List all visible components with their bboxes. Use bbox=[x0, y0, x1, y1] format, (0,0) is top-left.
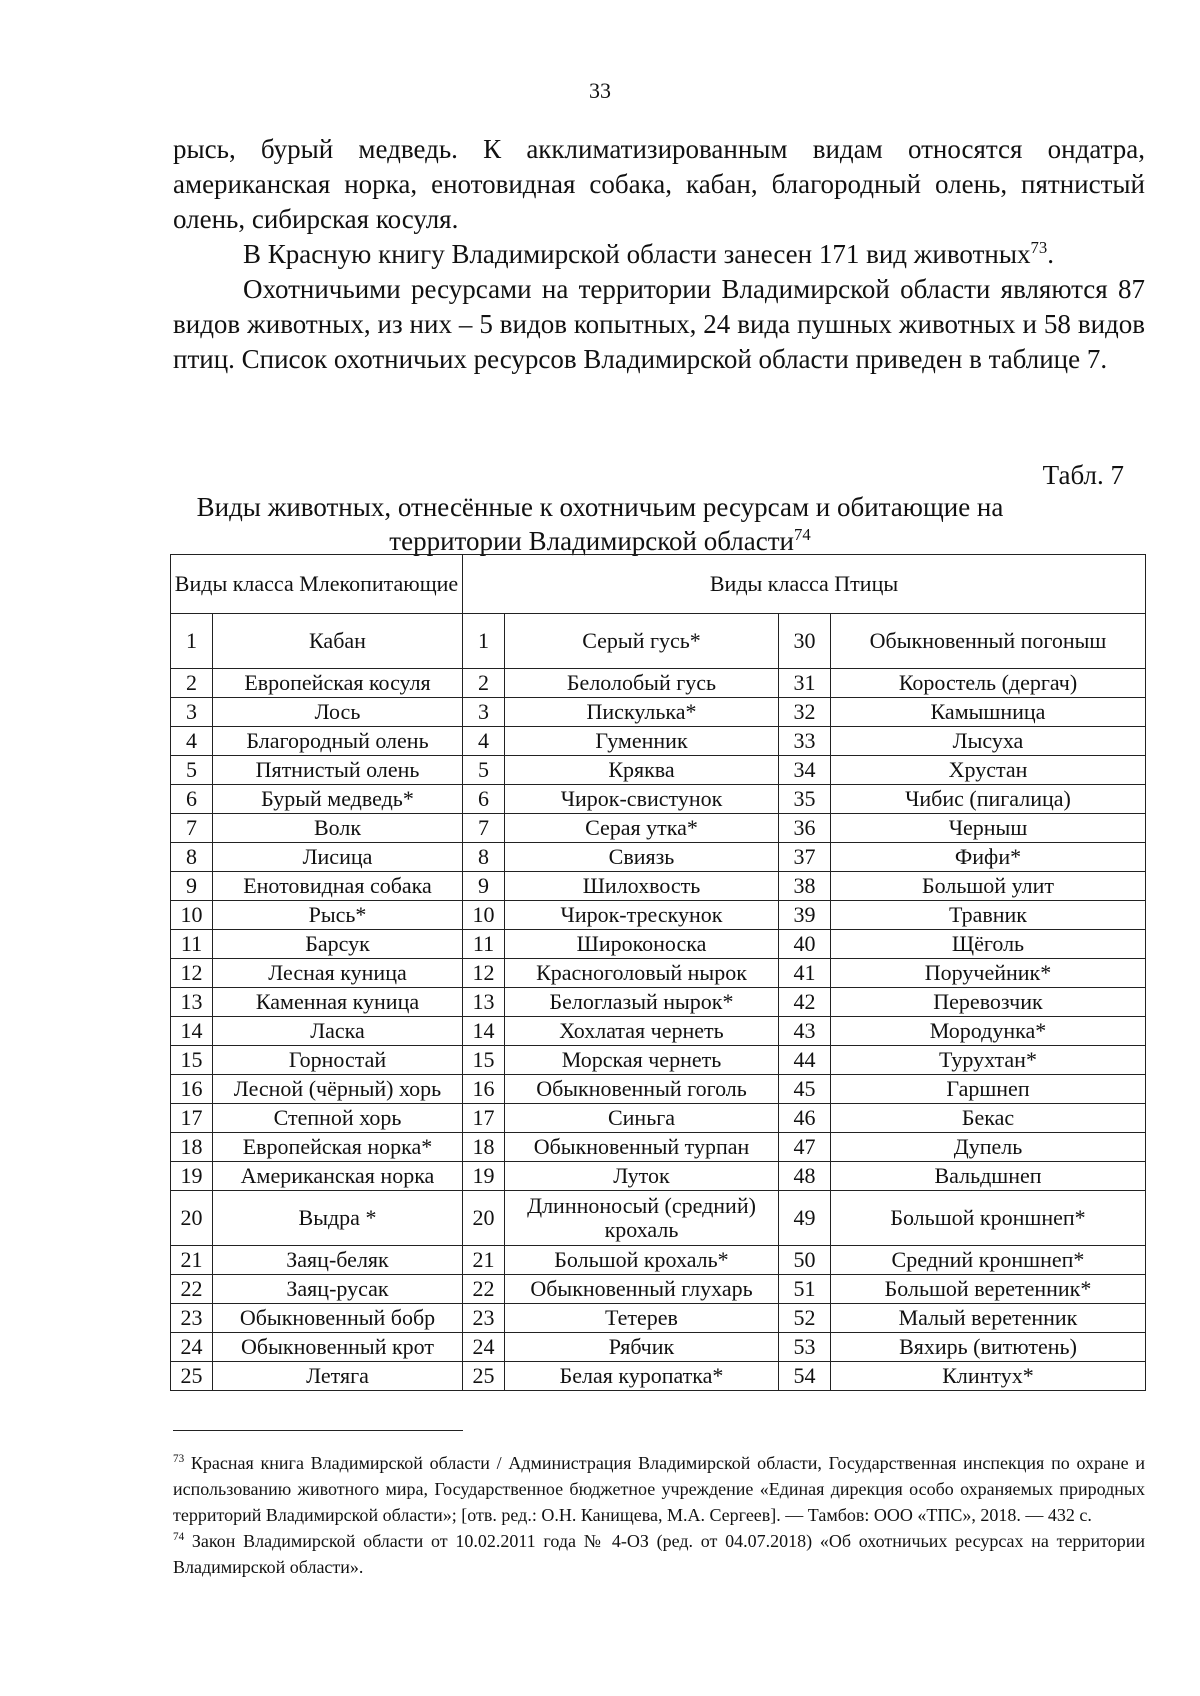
bird-name-cell: Коростель (дергач) bbox=[831, 669, 1146, 698]
table-header-row bbox=[171, 555, 1146, 614]
table-row bbox=[171, 727, 1146, 756]
mammal-name-cell: Благородный олень bbox=[213, 727, 463, 756]
bird-number-cell: 2 bbox=[463, 669, 505, 698]
mammal-number-cell: 20 bbox=[171, 1191, 213, 1246]
footnote-73-text: Красная книга Владимирской области / Администрация Владимирской области, Государственная инспекция по охране и использованию животного мира, Государственное бюджетное учреждение «Единая дирекция особо охраняемых природных территорий Владимирской области»; [отв. ред.: О.Н. Канищева, М.А. Сергеев]. — Тамбов: ООО «ТПС», 2018. — 432 с. bbox=[173, 1453, 1145, 1525]
table-row bbox=[171, 1333, 1146, 1362]
bird-number-cell: 19 bbox=[463, 1162, 505, 1191]
footnote-divider bbox=[173, 1430, 463, 1431]
bird-name-cell: Кряква bbox=[505, 756, 779, 785]
bird-name-cell: Большой крохаль* bbox=[505, 1246, 779, 1275]
bird-name-cell: Длинноносый (средний) крохаль bbox=[505, 1191, 779, 1246]
table-title-line-2 bbox=[0, 524, 1200, 558]
bird-number-cell: 51 bbox=[779, 1275, 831, 1304]
bird-name-cell: Луток bbox=[505, 1162, 779, 1191]
footnote-ref-73[interactable]: 73 bbox=[1030, 238, 1048, 257]
bird-number-cell: 41 bbox=[779, 959, 831, 988]
mammal-name-cell: Выдра * bbox=[213, 1191, 463, 1246]
mammal-number-cell: 14 bbox=[171, 1017, 213, 1046]
bird-number-cell: 9 bbox=[463, 872, 505, 901]
mammal-number-cell: 15 bbox=[171, 1046, 213, 1075]
bird-name-cell: Обыкновенный гоголь bbox=[505, 1075, 779, 1104]
mammal-number-cell: 1 bbox=[171, 614, 213, 669]
paragraph-2-end: . bbox=[1047, 239, 1054, 269]
bird-name-cell: Гаршнеп bbox=[831, 1075, 1146, 1104]
bird-number-cell: 48 bbox=[779, 1162, 831, 1191]
bird-number-cell: 6 bbox=[463, 785, 505, 814]
mammal-name-cell: Лесной (чёрный) хорь bbox=[213, 1075, 463, 1104]
bird-name-cell: Турухтан* bbox=[831, 1046, 1146, 1075]
bird-name-cell: Мородунка* bbox=[831, 1017, 1146, 1046]
mammal-name-cell: Лось bbox=[213, 698, 463, 727]
bird-number-cell: 5 bbox=[463, 756, 505, 785]
table-title-line-2-text: территории Владимирской области bbox=[389, 526, 794, 556]
bird-number-cell: 23 bbox=[463, 1304, 505, 1333]
bird-name-cell: Широконоска bbox=[505, 930, 779, 959]
bird-number-cell: 36 bbox=[779, 814, 831, 843]
bird-name-cell: Бекас bbox=[831, 1104, 1146, 1133]
table-row bbox=[171, 988, 1146, 1017]
bird-name-cell: Серая утка* bbox=[505, 814, 779, 843]
bird-name-cell: Чирок-трескунок bbox=[505, 901, 779, 930]
bird-name-cell: Хохлатая чернеть bbox=[505, 1017, 779, 1046]
bird-name-cell: Белоглазый нырок* bbox=[505, 988, 779, 1017]
table-row bbox=[171, 901, 1146, 930]
table-row bbox=[171, 1162, 1146, 1191]
mammal-number-cell: 3 bbox=[171, 698, 213, 727]
table-row bbox=[171, 756, 1146, 785]
bird-name-cell: Белолобый гусь bbox=[505, 669, 779, 698]
bird-number-cell: 46 bbox=[779, 1104, 831, 1133]
mammal-name-cell: Ласка bbox=[213, 1017, 463, 1046]
mammal-name-cell: Лесная куница bbox=[213, 959, 463, 988]
mammal-name-cell: Кабан bbox=[213, 614, 463, 669]
mammal-name-cell: Обыкновенный бобр bbox=[213, 1304, 463, 1333]
bird-number-cell: 31 bbox=[779, 669, 831, 698]
bird-name-cell: Пискулька* bbox=[505, 698, 779, 727]
mammal-name-cell: Заяц-русак bbox=[213, 1275, 463, 1304]
table-row bbox=[171, 1046, 1146, 1075]
table-row bbox=[171, 1075, 1146, 1104]
footnote-ref-74[interactable]: 74 bbox=[793, 525, 811, 544]
mammal-number-cell: 10 bbox=[171, 901, 213, 930]
page-number: 33 bbox=[589, 78, 611, 103]
table-row bbox=[171, 614, 1146, 669]
table-row bbox=[171, 1275, 1146, 1304]
bird-name-cell: Чирок-свистунок bbox=[505, 785, 779, 814]
paragraph-3: Охотничьими ресурсами на территории Владимирской области являются 87 видов животных, из них – 5 видов копытных, 24 вида пушных животных и 58 видов птиц. Список охотничьих ресурсов Владимирской области приведен в таблице 7. bbox=[173, 274, 1145, 374]
mammal-name-cell: Каменная куница bbox=[213, 988, 463, 1017]
mammal-name-cell: Европейская косуля bbox=[213, 669, 463, 698]
table-row bbox=[171, 1017, 1146, 1046]
bird-number-cell: 40 bbox=[779, 930, 831, 959]
bird-name-cell: Малый веретенник bbox=[831, 1304, 1146, 1333]
footnote-73-mark: 73 bbox=[173, 1453, 185, 1465]
table-row bbox=[171, 698, 1146, 727]
mammal-name-cell: Рысь* bbox=[213, 901, 463, 930]
table-row bbox=[171, 1362, 1146, 1391]
mammal-number-cell: 4 bbox=[171, 727, 213, 756]
bird-number-cell: 20 bbox=[463, 1191, 505, 1246]
bird-number-cell: 16 bbox=[463, 1075, 505, 1104]
bird-name-cell: Клинтух* bbox=[831, 1362, 1146, 1391]
mammal-number-cell: 18 bbox=[171, 1133, 213, 1162]
bird-number-cell: 43 bbox=[779, 1017, 831, 1046]
bird-name-cell: Морская чернеть bbox=[505, 1046, 779, 1075]
bird-name-cell: Большой улит bbox=[831, 872, 1146, 901]
bird-name-cell: Свиязь bbox=[505, 843, 779, 872]
bird-name-cell: Поручейник* bbox=[831, 959, 1146, 988]
mammal-number-cell: 2 bbox=[171, 669, 213, 698]
bird-number-cell: 47 bbox=[779, 1133, 831, 1162]
mammal-name-cell: Заяц-беляк bbox=[213, 1246, 463, 1275]
bird-name-cell: Белая куропатка* bbox=[505, 1362, 779, 1391]
bird-number-cell: 53 bbox=[779, 1333, 831, 1362]
table-title bbox=[0, 490, 1200, 558]
paragraph-2-text: В Красную книгу Владимирской области занесен 171 вид животных bbox=[243, 239, 1031, 269]
bird-number-cell: 54 bbox=[779, 1362, 831, 1391]
mammal-number-cell: 12 bbox=[171, 959, 213, 988]
species-table bbox=[170, 554, 1146, 1391]
bird-number-cell: 3 bbox=[463, 698, 505, 727]
mammal-name-cell: Барсук bbox=[213, 930, 463, 959]
bird-name-cell: Вяхирь (витютень) bbox=[831, 1333, 1146, 1362]
mammal-number-cell: 17 bbox=[171, 1104, 213, 1133]
footnote-74 bbox=[173, 1528, 1145, 1580]
mammal-number-cell: 24 bbox=[171, 1333, 213, 1362]
bird-number-cell: 15 bbox=[463, 1046, 505, 1075]
footnote-74-mark: 74 bbox=[173, 1531, 185, 1543]
bird-name-cell: Вальдшнеп bbox=[831, 1162, 1146, 1191]
paragraph-2 bbox=[173, 237, 1145, 272]
bird-number-cell: 42 bbox=[779, 988, 831, 1017]
bird-name-cell: Синьга bbox=[505, 1104, 779, 1133]
bird-number-cell: 32 bbox=[779, 698, 831, 727]
bird-number-cell: 39 bbox=[779, 901, 831, 930]
bird-name-cell: Щёголь bbox=[831, 930, 1146, 959]
bird-number-cell: 1 bbox=[463, 614, 505, 669]
bird-name-cell: Камышница bbox=[831, 698, 1146, 727]
body-text bbox=[173, 132, 1145, 377]
table-row bbox=[171, 1246, 1146, 1275]
table-row bbox=[171, 1191, 1146, 1246]
mammal-name-cell: Обыкновенный крот bbox=[213, 1333, 463, 1362]
mammal-number-cell: 25 bbox=[171, 1362, 213, 1391]
table-row bbox=[171, 1133, 1146, 1162]
bird-name-cell: Фифи* bbox=[831, 843, 1146, 872]
bird-number-cell: 50 bbox=[779, 1246, 831, 1275]
mammal-number-cell: 22 bbox=[171, 1275, 213, 1304]
mammal-name-cell: Горностай bbox=[213, 1046, 463, 1075]
bird-number-cell: 10 bbox=[463, 901, 505, 930]
bird-number-cell: 45 bbox=[779, 1075, 831, 1104]
bird-name-cell: Рябчик bbox=[505, 1333, 779, 1362]
mammal-number-cell: 6 bbox=[171, 785, 213, 814]
bird-number-cell: 38 bbox=[779, 872, 831, 901]
bird-number-cell: 44 bbox=[779, 1046, 831, 1075]
bird-number-cell: 11 bbox=[463, 930, 505, 959]
bird-name-cell: Черныш bbox=[831, 814, 1146, 843]
mammal-number-cell: 21 bbox=[171, 1246, 213, 1275]
bird-number-cell: 4 bbox=[463, 727, 505, 756]
mammal-name-cell: Пятнистый олень bbox=[213, 756, 463, 785]
bird-name-cell: Чибис (пигалица) bbox=[831, 785, 1146, 814]
bird-number-cell: 17 bbox=[463, 1104, 505, 1133]
mammal-name-cell: Лисица bbox=[213, 843, 463, 872]
table-row bbox=[171, 669, 1146, 698]
bird-name-cell: Хрустан bbox=[831, 756, 1146, 785]
bird-name-cell: Обыкновенный глухарь bbox=[505, 1275, 779, 1304]
bird-number-cell: 7 bbox=[463, 814, 505, 843]
mammal-number-cell: 23 bbox=[171, 1304, 213, 1333]
bird-name-cell: Гуменник bbox=[505, 727, 779, 756]
mammal-number-cell: 11 bbox=[171, 930, 213, 959]
mammal-name-cell: Волк bbox=[213, 814, 463, 843]
bird-name-cell: Обыкновенный погоныш bbox=[831, 614, 1146, 669]
bird-number-cell: 21 bbox=[463, 1246, 505, 1275]
bird-name-cell: Серый гусь* bbox=[505, 614, 779, 669]
bird-number-cell: 35 bbox=[779, 785, 831, 814]
table-row bbox=[171, 843, 1146, 872]
bird-name-cell: Тетерев bbox=[505, 1304, 779, 1333]
footnote-74-text: Закон Владимирской области от 10.02.2011 года № 4-ОЗ (ред. от 04.07.2018) «Об охотничьих ресурсах на территории Владимирской области». bbox=[173, 1531, 1145, 1577]
mammal-name-cell: Европейская норка* bbox=[213, 1133, 463, 1162]
table-row bbox=[171, 930, 1146, 959]
bird-name-cell: Дупель bbox=[831, 1133, 1146, 1162]
bird-name-cell: Шилохвость bbox=[505, 872, 779, 901]
bird-number-cell: 33 bbox=[779, 727, 831, 756]
bird-number-cell: 30 bbox=[779, 614, 831, 669]
bird-name-cell: Большой веретенник* bbox=[831, 1275, 1146, 1304]
table-row bbox=[171, 814, 1146, 843]
header-mammals: Виды класса Млекопитающие bbox=[171, 555, 463, 614]
bird-number-cell: 18 bbox=[463, 1133, 505, 1162]
bird-name-cell: Травник bbox=[831, 901, 1146, 930]
mammal-number-cell: 19 bbox=[171, 1162, 213, 1191]
mammal-number-cell: 8 bbox=[171, 843, 213, 872]
bird-number-cell: 24 bbox=[463, 1333, 505, 1362]
bird-name-cell: Красноголовый нырок bbox=[505, 959, 779, 988]
bird-number-cell: 13 bbox=[463, 988, 505, 1017]
bird-number-cell: 8 bbox=[463, 843, 505, 872]
bird-number-cell: 25 bbox=[463, 1362, 505, 1391]
table-row bbox=[171, 872, 1146, 901]
mammal-name-cell: Бурый медведь* bbox=[213, 785, 463, 814]
mammal-number-cell: 16 bbox=[171, 1075, 213, 1104]
mammal-number-cell: 13 bbox=[171, 988, 213, 1017]
bird-number-cell: 22 bbox=[463, 1275, 505, 1304]
bird-name-cell: Перевозчик bbox=[831, 988, 1146, 1017]
mammal-name-cell: Енотовидная собака bbox=[213, 872, 463, 901]
bird-number-cell: 49 bbox=[779, 1191, 831, 1246]
footnotes bbox=[173, 1450, 1145, 1580]
mammal-number-cell: 9 bbox=[171, 872, 213, 901]
mammal-number-cell: 7 bbox=[171, 814, 213, 843]
bird-name-cell: Лысуха bbox=[831, 727, 1146, 756]
bird-number-cell: 34 bbox=[779, 756, 831, 785]
table-title-line-1: Виды животных, отнесённые к охотничьим ресурсам и обитающие на bbox=[196, 492, 1004, 522]
bird-name-cell: Средний кроншнеп* bbox=[831, 1246, 1146, 1275]
table-label: Табл. 7 bbox=[1042, 460, 1124, 490]
table-row bbox=[171, 1104, 1146, 1133]
bird-name-cell: Большой кроншнеп* bbox=[831, 1191, 1146, 1246]
paragraph-1: рысь, бурый медведь. К акклиматизированным видам относятся ондатра, американская норка, енотовидная собака, кабан, благородный олень, пятнистый олень, сибирская косуля. bbox=[173, 134, 1145, 234]
bird-number-cell: 14 bbox=[463, 1017, 505, 1046]
footnote-73 bbox=[173, 1450, 1145, 1528]
bird-number-cell: 12 bbox=[463, 959, 505, 988]
mammal-name-cell: Степной хорь bbox=[213, 1104, 463, 1133]
mammal-name-cell: Летяга bbox=[213, 1362, 463, 1391]
mammal-name-cell: Американская норка bbox=[213, 1162, 463, 1191]
header-birds: Виды класса Птицы bbox=[463, 555, 1146, 614]
bird-name-cell: Обыкновенный турпан bbox=[505, 1133, 779, 1162]
bird-number-cell: 52 bbox=[779, 1304, 831, 1333]
bird-number-cell: 37 bbox=[779, 843, 831, 872]
table-body bbox=[171, 614, 1146, 1391]
table-row bbox=[171, 1304, 1146, 1333]
mammal-number-cell: 5 bbox=[171, 756, 213, 785]
table-row bbox=[171, 959, 1146, 988]
table-row bbox=[171, 785, 1146, 814]
